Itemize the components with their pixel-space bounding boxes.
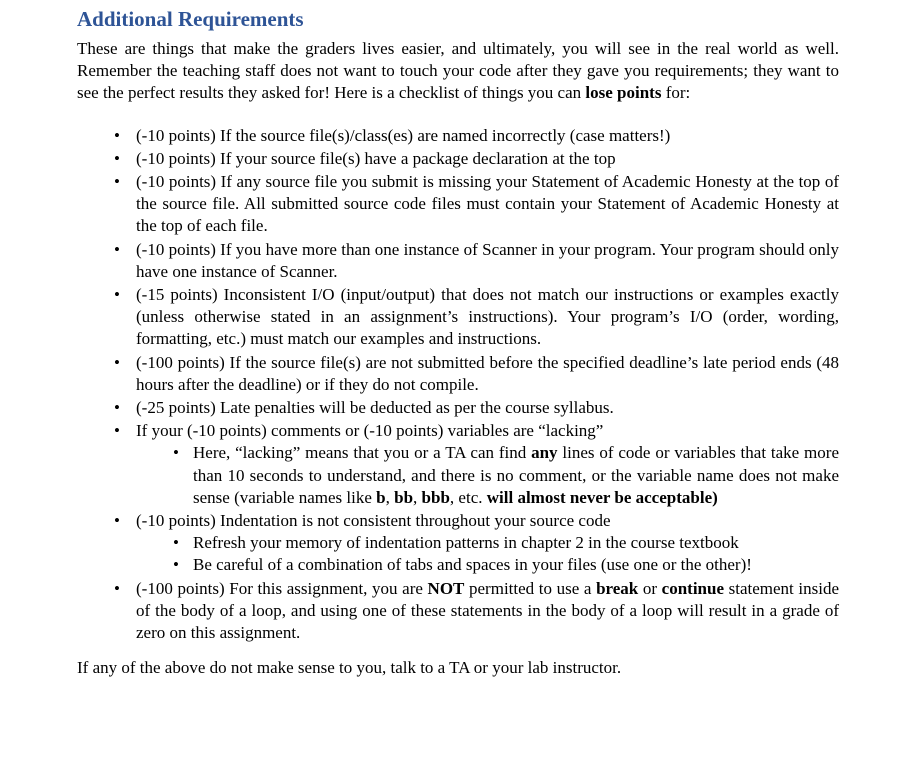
item-text: (-10 points) If any source file you submit is missing your Statement of Academic Honesty at the top of the source file. All submitted source code files must contain your Statement of Academic Honesty at the top of each file. [136,172,839,236]
closing-paragraph: If any of the above do not make sense to you, talk to a TA or your lab instructor. [77,658,622,678]
item-text: (-100 points) If the source file(s) are not submitted before the specified deadline’s late period ends (48 hours after the deadline) or if they do not compile. [136,352,839,394]
bold-text: b [376,487,386,507]
sub-item [173,532,839,554]
checklist-item [114,284,839,351]
item-text: permitted to use a [464,578,597,598]
bullet-icon: • [173,533,179,553]
bullet-icon: • [114,352,120,372]
item-text: statement inside of the body of a loop, and using one of these statements in the body of a loop will result in a grade of zero on this assignment. [136,578,840,643]
checklist-item [114,239,839,283]
section-heading: Additional Requirements [77,7,304,31]
checklist-item-lacking [114,420,839,509]
item-text: (-10 points) If you have more than one instance of Scanner in your program. Your program should only have one instance of Scanner. [136,239,839,281]
sub-item [173,554,839,576]
sub-text: Be careful of a combination of tabs and spaces in your files (use one or the other)! [193,555,752,575]
bold-text: bb [394,487,414,507]
checklist-item [114,125,839,147]
checklist-item-break [114,578,840,645]
item-text: If your (-10 points) comments or (-10 points) variables are “lacking” [136,421,604,441]
bullet-icon: • [114,148,120,168]
bullet-icon: • [114,172,120,192]
bullet-icon: • [173,555,179,575]
bold-text: will almost never be acceptable) [486,487,718,507]
bullet-icon: • [114,285,120,305]
intro-paragraph [77,38,839,105]
bullet-icon: • [114,511,120,531]
bullet-icon: • [114,398,120,418]
item-text: or [638,578,662,598]
checklist-item [114,352,839,396]
checklist [77,125,839,645]
checklist-item-indentation [114,510,839,577]
item-text: (-100 points) For this assignment, you are [136,578,428,598]
sub-list [136,532,839,576]
bullet-icon: • [114,125,120,145]
intro-text: These are things that make the graders lives easier, and ultimately, you will see in the real world as well. Remember the teaching staff does not want to touch your code after they gave you requirements; they want to see the perfect results they asked for! Here is a checklist of things you can [77,39,839,103]
sub-text: , etc. [449,487,487,507]
sub-text: , [413,487,422,507]
bold-text: NOT [427,578,465,598]
bold-text: any [531,443,558,463]
checklist-item [114,148,839,170]
bullet-icon: • [173,443,179,463]
bullet-icon: • [114,239,120,259]
sub-text: lines of code or variables that take more than 10 seconds to understand, and there is no comment, or the variable name does not make sense (variable names like [193,443,839,507]
bullet-icon: • [114,578,120,598]
sub-text: Here, “lacking” means that you or a TA can find [193,443,532,463]
sub-item [173,442,839,509]
item-text: (-10 points) If the source file(s)/class(es) are named incorrectly (case matters!) [136,125,671,145]
item-text: (-10 points) If your source file(s) have a package declaration at the top [136,148,616,168]
item-text: (-15 points) Inconsistent I/O (input/output) that does not match our instructions or examples exactly (unless otherwise stated in an assignment’s instructions). Your program’s I/O (order, wording, formatting, etc.) must match our examples and instructions. [136,285,839,349]
sub-list [136,442,839,509]
sub-text: Refresh your memory of indentation patterns in chapter 2 in the course textbook [193,533,739,553]
bold-text: break [596,578,639,598]
bold-text: bbb [421,487,450,507]
item-text: (-10 points) Indentation is not consistent throughout your source code [136,511,611,531]
sub-text: , [385,487,395,507]
checklist-item [114,171,839,238]
intro-text-end: for: [661,83,691,103]
checklist-item [114,397,839,419]
intro-bold: lose points [585,83,662,103]
item-text: (-25 points) Late penalties will be deducted as per the course syllabus. [136,398,614,418]
bold-text: continue [661,578,725,598]
bullet-icon: • [114,421,120,441]
